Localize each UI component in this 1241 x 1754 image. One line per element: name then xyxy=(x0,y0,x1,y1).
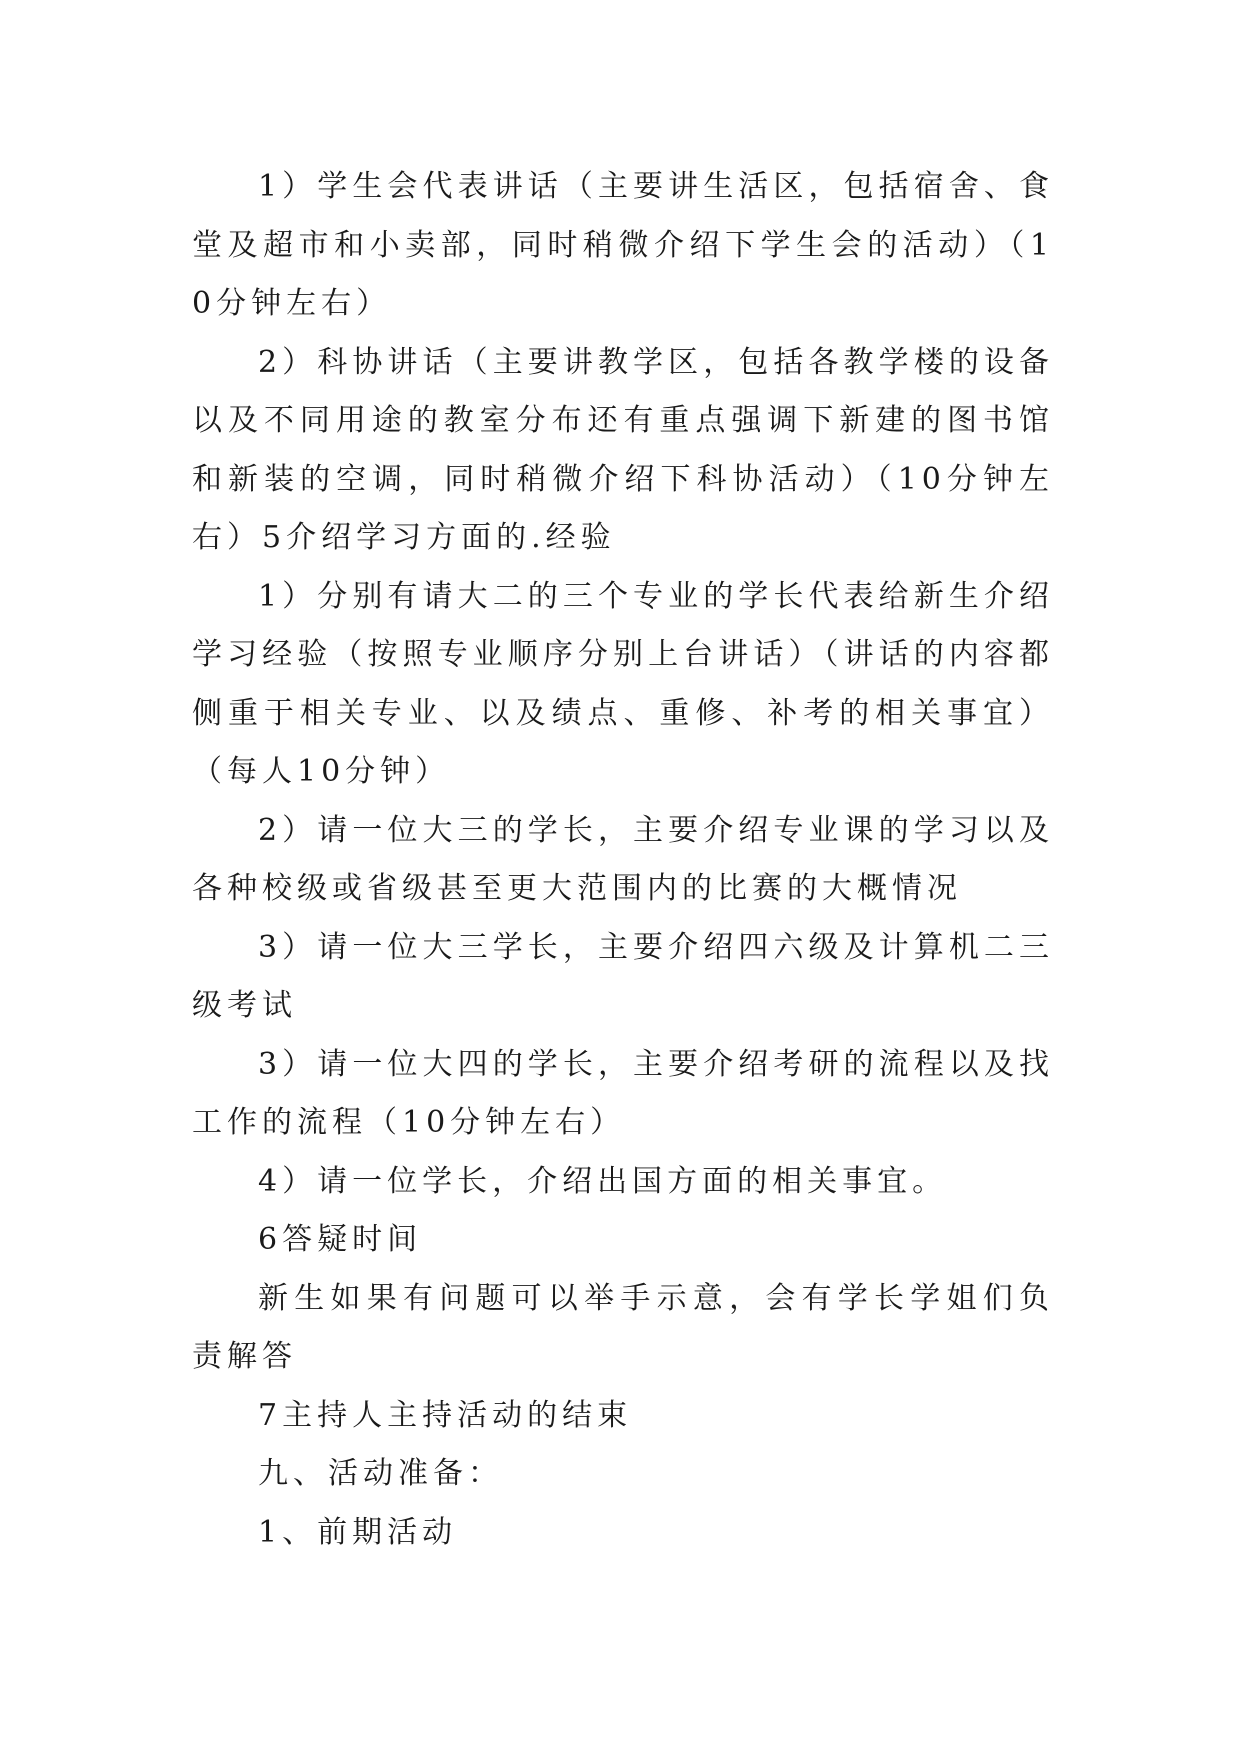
paragraph-early-activities: 1、前期活动 xyxy=(258,1514,458,1550)
section-heading-preparation: 九、活动准备： xyxy=(258,1456,503,1491)
paragraph-science-association-speech: 2）科协讲话（主要讲教学区，包括各教学楼的设备以及不同用途的教室分布还有重点强调下新建的图书馆和新装的空调，同时稍微介绍下科协活动）（10分钟左右）5介绍学习方面的.经验 xyxy=(192,344,1054,555)
paragraph-study-abroad: 4）请一位学长，介绍出国方面的相关事宜。 xyxy=(258,1163,948,1199)
document-body xyxy=(192,158,1054,1562)
paragraph-qa-description: 新生如果有问题可以举手示意，会有学长学姐们负责解答 xyxy=(192,1280,1054,1374)
paragraph-student-union-speech: 1）学生会代表讲话（主要讲生活区，包括宿舍、食堂及超市和小卖部，同时稍微介绍下学生会的活动）（10分钟左右） xyxy=(192,169,1054,321)
paragraph-host-closing: 7主持人主持活动的结束 xyxy=(258,1397,633,1433)
paragraph-junior-competitions: 2）请一位大三的学长，主要介绍专业课的学习以及各种校级或省级甚至更大范围内的比赛的大概情况 xyxy=(192,812,1054,906)
paragraph-sophomore-experience: 1）分别有请大二的三个专业的学长代表给新生介绍学习经验（按照专业顺序分别上台讲话）（讲话的内容都侧重于相关专业、以及绩点、重修、补考的相关事宜）（每人10分钟） xyxy=(192,578,1054,789)
paragraph-senior-career: 3）请一位大四的学长，主要介绍考研的流程以及找工作的流程（10分钟左右） xyxy=(192,1046,1054,1140)
paragraph-junior-exams: 3）请一位大三学长，主要介绍四六级及计算机二三级考试 xyxy=(192,929,1054,1023)
paragraph-qa-heading: 6答疑时间 xyxy=(258,1222,423,1257)
